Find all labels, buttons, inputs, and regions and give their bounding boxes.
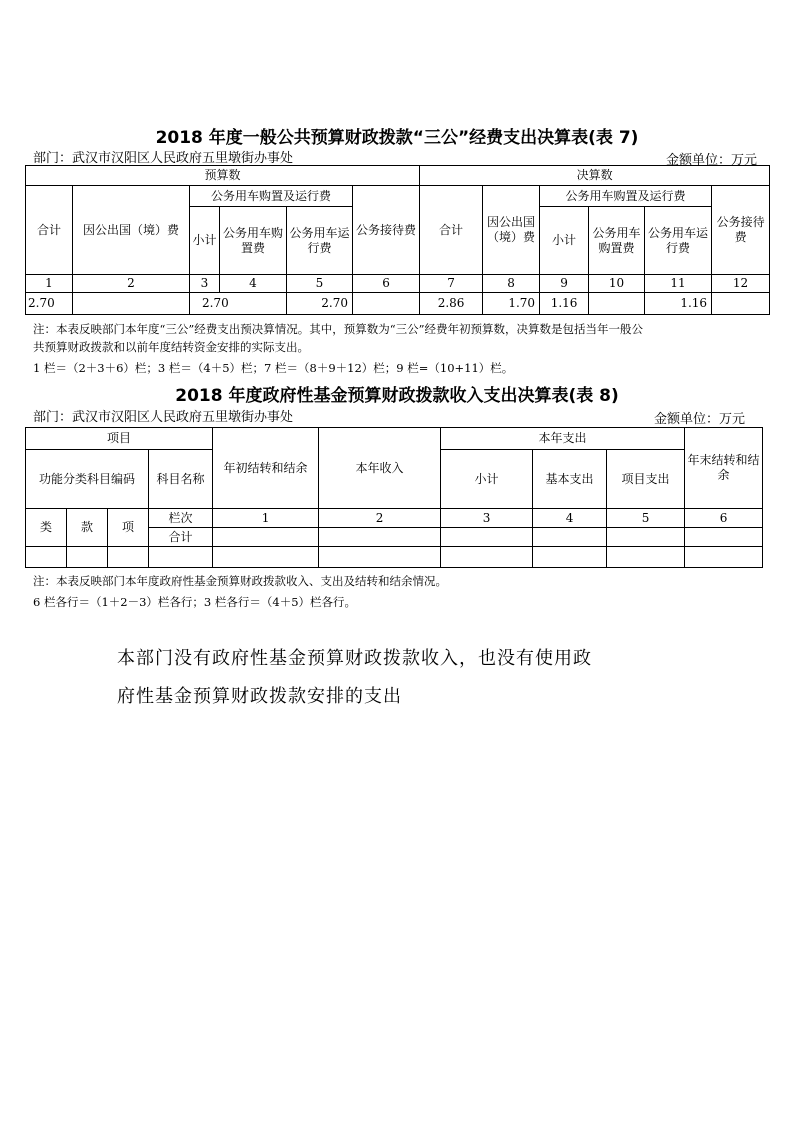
col-number: 9 bbox=[540, 275, 589, 293]
col-number: 1 bbox=[213, 509, 319, 528]
table8-dept: 部门：武汉市汉阳区人民政府五里墩街办事处 bbox=[33, 410, 294, 425]
value-cell: 1.16 bbox=[540, 293, 589, 315]
col-number: 8 bbox=[483, 275, 540, 293]
statement-line1: 本部门没有政府性基金预算财政拨款收入，也没有使用政 bbox=[117, 648, 592, 669]
col-number: 10 bbox=[589, 275, 645, 293]
table8-grid bbox=[25, 427, 763, 568]
car-group-final: 公务用车购置及运行费 bbox=[540, 186, 712, 207]
empty-cell bbox=[533, 547, 607, 568]
empty-cell bbox=[213, 528, 319, 547]
table7-title: 2018 年度一般公共预算财政拨款“三公”经费支出决算表(表 7) bbox=[155, 128, 639, 148]
table7-note3: 1 栏＝（2＋3＋6）栏；3 栏＝（4＋5）栏；7 栏＝（8＋9＋12）栏；9 栏=（10+11）栏。 bbox=[33, 361, 514, 375]
value-cell bbox=[589, 293, 645, 315]
h-total-budget: 合计 bbox=[26, 186, 73, 275]
col-number: 11 bbox=[645, 275, 712, 293]
empty-cell bbox=[108, 547, 149, 568]
table8-unit: 金额单位：万元 bbox=[654, 412, 746, 427]
col-number: 3 bbox=[441, 509, 533, 528]
table7-unit: 金额单位：万元 bbox=[666, 153, 758, 168]
col-number: 2 bbox=[319, 509, 441, 528]
h-reception-final: 公务接待费 bbox=[712, 186, 770, 275]
col-number: 2 bbox=[73, 275, 190, 293]
h-car-buy-final: 公务用车购置费 bbox=[589, 207, 645, 275]
h-project: 项目支出 bbox=[607, 450, 685, 509]
col-number: 4 bbox=[533, 509, 607, 528]
h-car-run-final: 公务用车运行费 bbox=[645, 207, 712, 275]
col-number: 1 bbox=[26, 275, 73, 293]
h-total-final: 合计 bbox=[420, 186, 483, 275]
col-number: 12 bbox=[712, 275, 770, 293]
h-abroad-final: 因公出国（境）费 bbox=[483, 186, 540, 275]
table7-note2: 共预算财政拨款和以前年度结转资金安排的实际支出。 bbox=[33, 340, 309, 354]
table8-note1: 注：本表反映部门本年度政府性基金预算财政拨款收入、支出及结转和结余情况。 bbox=[33, 574, 447, 588]
h-subtotal: 小计 bbox=[441, 450, 533, 509]
empty-cell bbox=[685, 528, 763, 547]
h-subject-name: 科目名称 bbox=[149, 450, 213, 509]
table7-note1: 注：本表反映部门本年度“三公”经费支出预决算情况。其中，预算数为“三公”经费年初预算数，决算数是包括当年一般公 bbox=[33, 322, 644, 336]
h-subtotal-budget: 小计 bbox=[190, 207, 220, 275]
value-cell bbox=[353, 293, 420, 315]
col-number: 5 bbox=[607, 509, 685, 528]
table7-grid bbox=[25, 165, 770, 315]
h-func-code: 功能分类科目编码 bbox=[26, 450, 149, 509]
table8-note2: 6 栏各行＝（1＋2－3）栏各行；3 栏各行＝（4＋5）栏各行。 bbox=[33, 595, 357, 609]
empty-cell bbox=[533, 528, 607, 547]
col-number: 7 bbox=[420, 275, 483, 293]
h-total: 合计 bbox=[149, 528, 213, 547]
h-end-balance: 年末结转和结余 bbox=[685, 428, 763, 509]
h-class: 类 bbox=[26, 509, 67, 547]
value-cell: 2.86 bbox=[420, 293, 483, 315]
col-number: 5 bbox=[287, 275, 353, 293]
h-expense-group: 本年支出 bbox=[441, 428, 685, 450]
h-income: 本年收入 bbox=[319, 428, 441, 509]
statement-line2: 府性基金预算财政拨款安排的支出 bbox=[117, 686, 402, 707]
empty-cell bbox=[607, 528, 685, 547]
col-number: 6 bbox=[353, 275, 420, 293]
h-subtotal-final: 小计 bbox=[540, 207, 589, 275]
h-item-small: 项 bbox=[108, 509, 149, 547]
h-car-buy-budget: 公务用车购置费 bbox=[220, 207, 287, 275]
h-section: 款 bbox=[67, 509, 108, 547]
h-item: 项目 bbox=[26, 428, 213, 450]
car-group-budget: 公务用车购置及运行费 bbox=[190, 186, 353, 207]
empty-cell bbox=[319, 528, 441, 547]
h-car-run-budget: 公务用车运行费 bbox=[287, 207, 353, 275]
table8-title: 2018 年度政府性基金预算财政拨款收入支出决算表(表 8) bbox=[175, 386, 619, 406]
empty-cell bbox=[319, 547, 441, 568]
h-basic: 基本支出 bbox=[533, 450, 607, 509]
value-cell bbox=[73, 293, 190, 315]
empty-cell bbox=[441, 528, 533, 547]
empty-cell bbox=[149, 547, 213, 568]
empty-cell bbox=[67, 547, 108, 568]
empty-cell bbox=[607, 547, 685, 568]
h-begin-balance: 年初结转和结余 bbox=[213, 428, 319, 509]
value-cell: 2.70 bbox=[287, 293, 353, 315]
h-col-order: 栏次 bbox=[149, 509, 213, 528]
col-number: 6 bbox=[685, 509, 763, 528]
table7-dept: 部门：武汉市汉阳区人民政府五里墩街办事处 bbox=[33, 151, 294, 166]
empty-cell bbox=[26, 547, 67, 568]
budget-header: 预算数 bbox=[26, 166, 420, 186]
empty-cell bbox=[685, 547, 763, 568]
value-cell bbox=[712, 293, 770, 315]
value-cell: 1.16 bbox=[645, 293, 712, 315]
value-cell: 1.70 bbox=[483, 293, 540, 315]
empty-cell bbox=[441, 547, 533, 568]
final-header: 决算数 bbox=[420, 166, 770, 186]
h-abroad-budget: 因公出国（境）费 bbox=[73, 186, 190, 275]
value-cell: 2.70 bbox=[26, 293, 73, 315]
empty-cell bbox=[213, 547, 319, 568]
col-number: 3 bbox=[190, 275, 220, 293]
h-reception-budget: 公务接待费 bbox=[353, 186, 420, 275]
value-cell: 2.70 bbox=[190, 293, 287, 315]
col-number: 4 bbox=[220, 275, 287, 293]
